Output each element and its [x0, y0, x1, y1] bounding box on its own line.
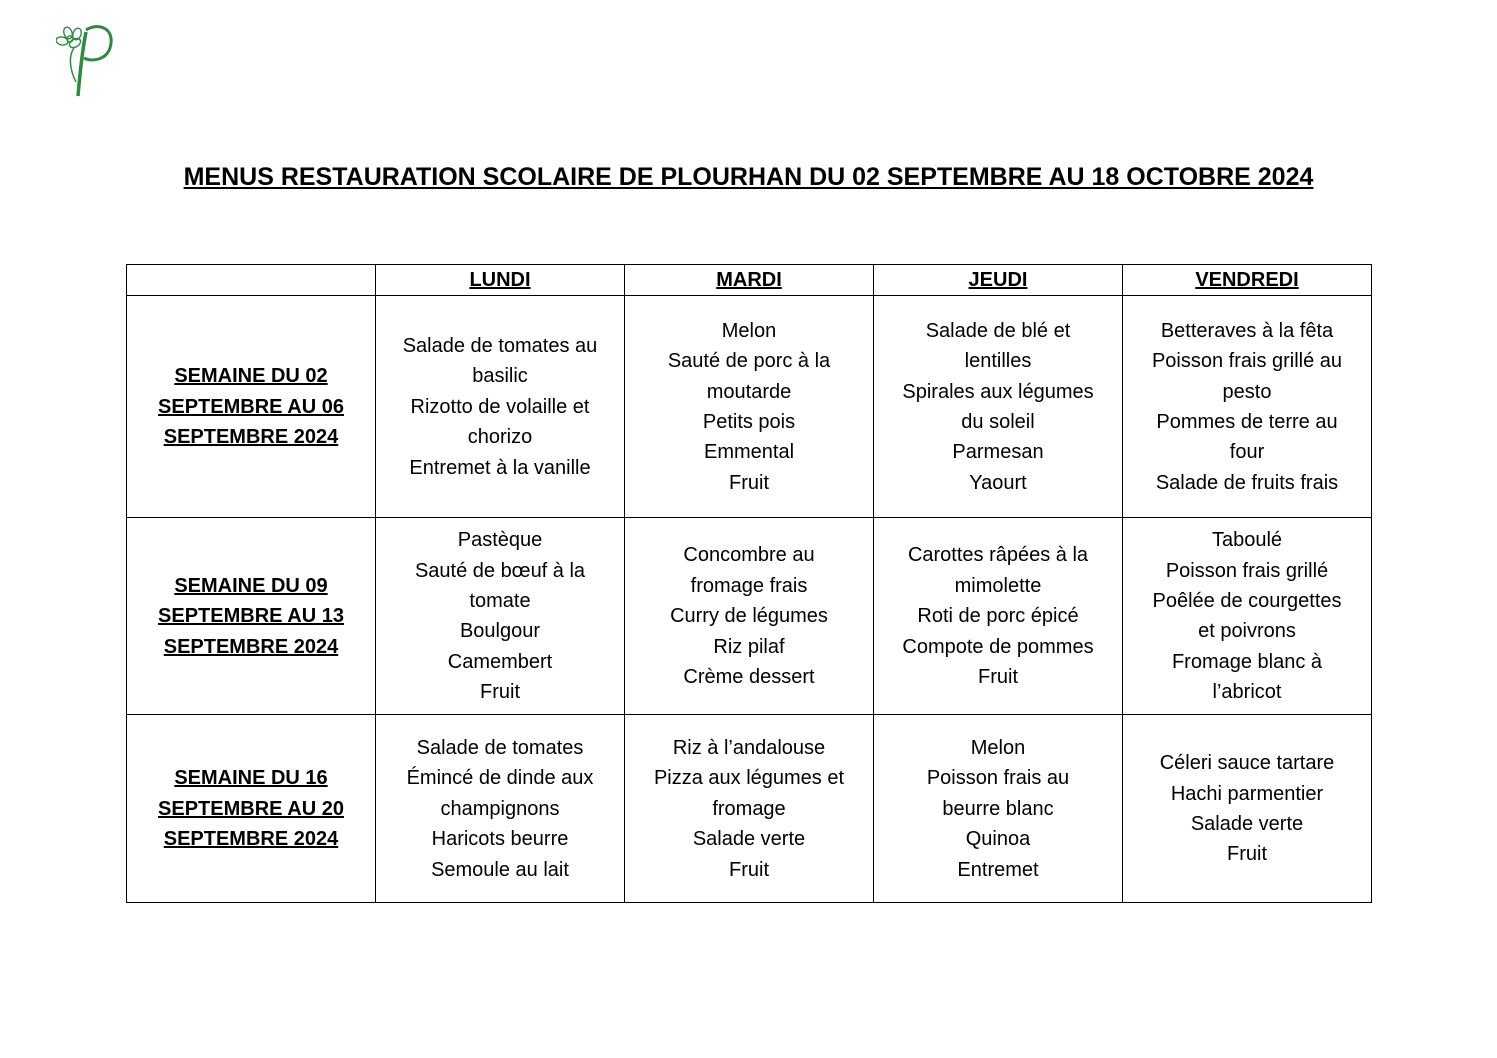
dish-line: Curry de légumes [670, 605, 828, 628]
meal-cell [1123, 715, 1372, 903]
week-label [127, 518, 376, 715]
dish-line: Salade verte [692, 828, 806, 851]
dish-line: basilic [472, 365, 528, 388]
week-label [127, 715, 376, 903]
header-row [127, 265, 1372, 296]
dish-line: du soleil [961, 410, 1035, 433]
dish-line: Hachi parmentier [1170, 782, 1324, 805]
meal-cell [874, 518, 1123, 715]
dish-line: Compote de pommes [902, 635, 1094, 658]
dish-line: Petits pois [702, 410, 796, 433]
table-row [127, 715, 1372, 903]
dish-line: Pizza aux légumes et [653, 767, 845, 790]
week-label-line: SEPTEMBRE 2024 [163, 828, 339, 851]
flower-logo-icon [56, 22, 226, 112]
dish-line: Entremet à la vanille [409, 456, 591, 479]
menu-table [126, 264, 1372, 903]
dish-line: Fruit [978, 666, 1018, 689]
dish-line: Crème dessert [683, 666, 815, 689]
dish-line: Sauté de porc à la [667, 350, 831, 373]
dish-line: Parmesan [952, 441, 1044, 464]
dish-line: tomate [469, 590, 531, 612]
dish-line: Sauté de bœuf à la [414, 559, 586, 582]
dish-line: Riz à l’andalouse [672, 736, 826, 759]
dish-line: lentilles [964, 350, 1032, 373]
dish-line: chorizo [467, 426, 533, 449]
dish-line: Poisson frais au [926, 767, 1070, 790]
dish-line: Salade de tomates [416, 736, 584, 759]
dish-line: beurre blanc [942, 797, 1054, 820]
corner-cell [127, 265, 376, 296]
dish-line: Taboulé [1211, 529, 1283, 552]
dish-line: champignons [440, 797, 560, 820]
dish-line: Melon [970, 736, 1026, 759]
week-label-line: SEPTEMBRE AU 13 [158, 605, 344, 628]
dish-line: Salade de tomates au [402, 334, 598, 357]
dish-line: Fruit [729, 858, 769, 881]
dish-line: et poivrons [1198, 620, 1296, 643]
dish-line: mimolette [954, 574, 1042, 597]
meal-cell [874, 715, 1123, 903]
dish-line: Poêlée de courgettes [1152, 590, 1342, 612]
week-label-line: SEPTEMBRE AU 06 [158, 395, 344, 418]
day-header-vendredi: VENDREDI [1123, 265, 1372, 296]
dish-line: Melon [721, 319, 777, 342]
dish-line: Salade verte [1190, 812, 1304, 835]
meal-cell [376, 715, 625, 903]
dish-line: Fromage blanc à [1171, 650, 1323, 673]
week-label-line: SEPTEMBRE 2024 [163, 426, 339, 449]
plourhan-logo [56, 22, 226, 112]
dish-line: fromage [712, 797, 786, 820]
week-label-line: SEMAINE DU 02 [174, 365, 328, 388]
dish-line: Entremet [957, 858, 1039, 881]
dish-line: Salade de blé et [925, 319, 1071, 342]
dish-line: Salade de fruits frais [1155, 471, 1339, 494]
dish-line: four [1229, 441, 1265, 464]
dish-line: Poisson frais grillé au [1151, 350, 1343, 373]
dish-line: Poisson frais grillé [1165, 559, 1329, 582]
dish-line: moutarde [706, 380, 792, 403]
dish-line: Fruit [480, 681, 520, 704]
dish-line: Émincé de dinde aux [406, 767, 594, 790]
dish-line: fromage frais [690, 574, 808, 597]
dish-line: Yaourt [969, 471, 1027, 494]
meal-cell [625, 296, 874, 518]
meal-cell [1123, 296, 1372, 518]
meal-cell [376, 296, 625, 518]
dish-line: Rizotto de volaille et [410, 395, 590, 418]
day-header-jeudi: JEUDI [874, 265, 1123, 296]
dish-line: Riz pilaf [713, 635, 785, 658]
day-header-lundi: LUNDI [376, 265, 625, 296]
dish-line: Camembert [447, 650, 553, 673]
table-row [127, 518, 1372, 715]
dish-line: Roti de porc épicé [917, 605, 1079, 628]
dish-line: Quinoa [965, 828, 1031, 851]
page-title: MENUS RESTAURATION SCOLAIRE DE PLOURHAN DU 02 SEPTEMBRE AU 18 OCTOBRE 2024 [183, 163, 1314, 191]
week-label-line: SEMAINE DU 16 [174, 767, 328, 790]
dish-line: l’abricot [1212, 681, 1282, 704]
week-label [127, 296, 376, 518]
dish-line: Spirales aux légumes [902, 380, 1094, 403]
dish-line: Semoule au lait [431, 858, 569, 881]
meal-cell [376, 518, 625, 715]
dish-line: Haricots beurre [431, 828, 569, 851]
dish-line: Concombre au [683, 544, 815, 567]
meal-cell [1123, 518, 1372, 715]
dish-line: Pastèque [457, 529, 543, 552]
week-label-line: SEPTEMBRE 2024 [163, 635, 339, 658]
dish-line: Fruit [1227, 843, 1267, 866]
dish-line: Fruit [729, 471, 769, 494]
meal-cell [625, 715, 874, 903]
day-header-mardi: MARDI [625, 265, 874, 296]
dish-line: pesto [1222, 380, 1272, 403]
week-label-line: SEPTEMBRE AU 20 [158, 797, 344, 820]
dish-line: Carottes râpées à la [907, 544, 1089, 567]
meal-cell [874, 296, 1123, 518]
table-row [127, 296, 1372, 518]
dish-line: Pommes de terre au [1156, 410, 1338, 433]
dish-line: Boulgour [459, 620, 541, 643]
dish-line: Céleri sauce tartare [1159, 752, 1335, 775]
dish-line: Emmental [703, 441, 795, 464]
meal-cell [625, 518, 874, 715]
dish-line: Betteraves à la fêta [1160, 319, 1334, 342]
week-label-line: SEMAINE DU 09 [174, 574, 328, 597]
